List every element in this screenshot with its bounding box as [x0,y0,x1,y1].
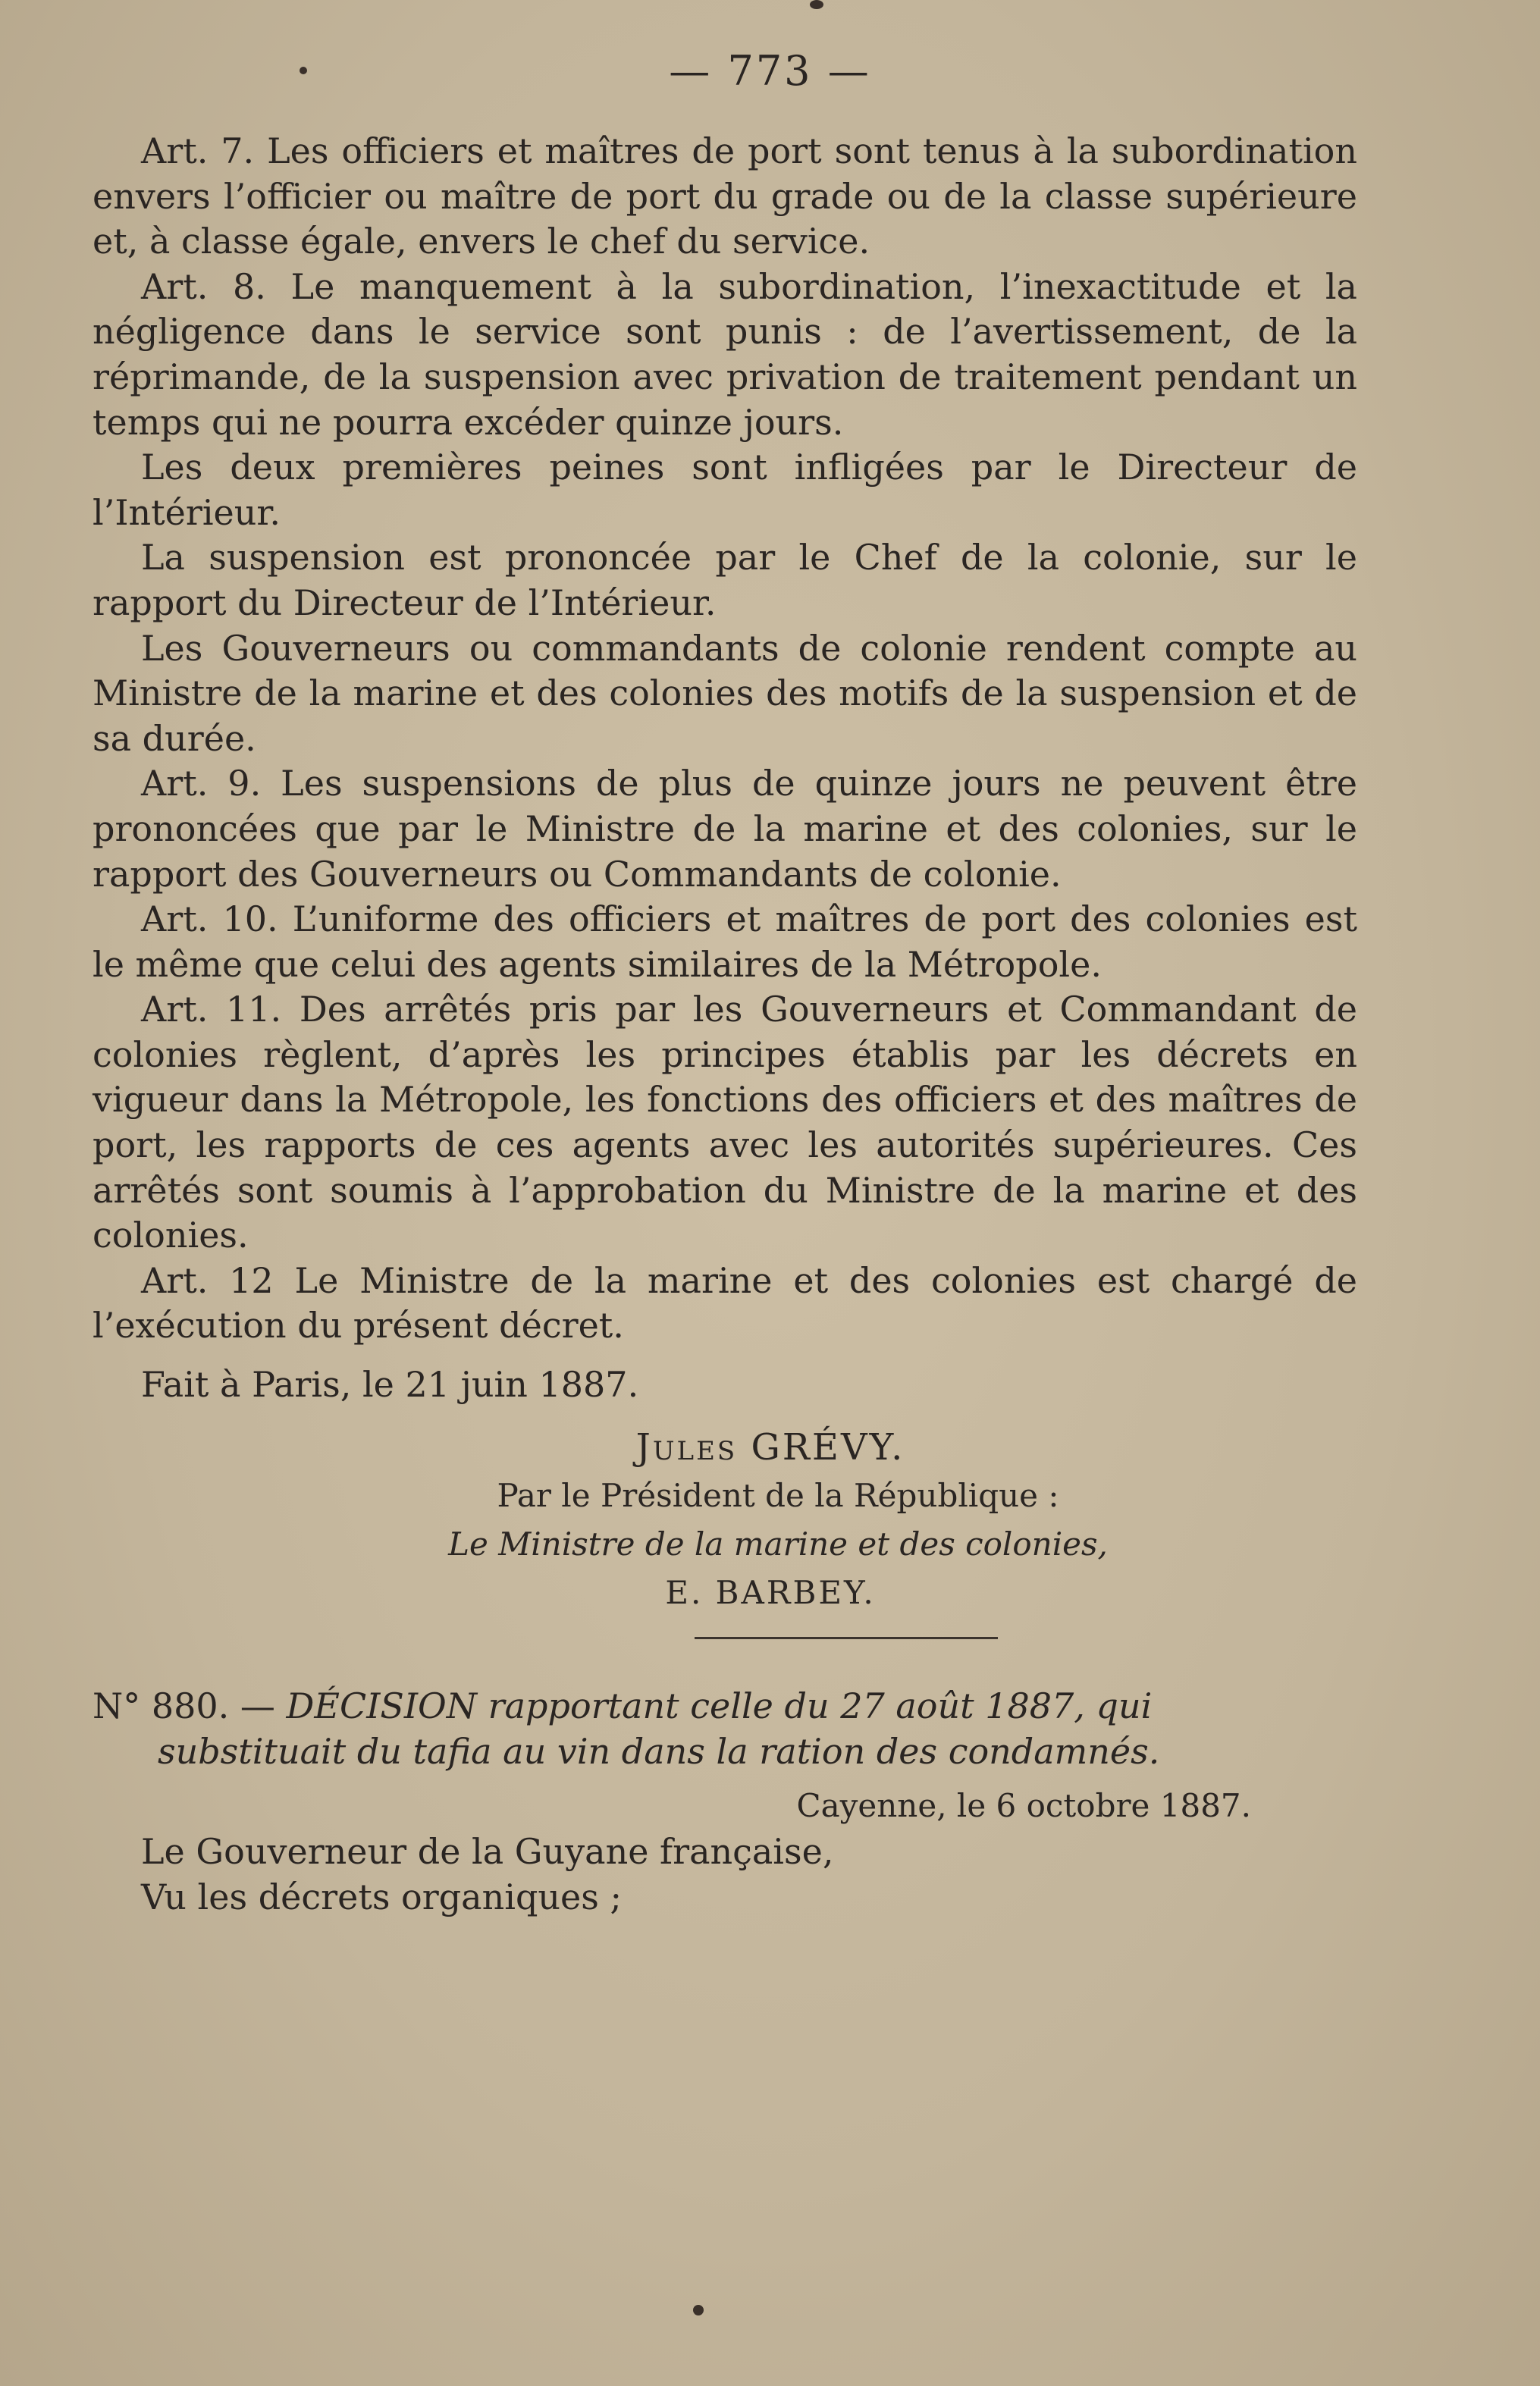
ink-speck [300,67,307,74]
signature-block [93,1423,1357,1617]
paragraph-art-9: Art. 9. Les suspensions de plus de quinze jours ne peuvent être prononcées que par le Ministre de la marine et des colonies, sur le rapport des Gouverneurs ou Commandants de colonie. [93,763,1357,895]
decision-block [93,1683,1357,1920]
page-number: — 773 — [669,47,871,95]
paragraph-suspension: La suspension est prononcée par le Chef de la colonie, sur le rapport du Directeur de l’Intérieur. [93,537,1357,623]
decision-governor: Le Gouverneur de la Guyane française, [141,1830,834,1872]
decision-title: DÉCISION rapportant celle du 27 août 1887, qui [286,1685,1153,1726]
ink-speck [810,0,823,9]
decision-heading [93,1683,1357,1729]
paragraph-peines: Les deux premières peines sont infligées par le Directeur de l’Intérieur. [93,447,1357,533]
paragraph-art-8: Art. 8. Le manquement à la subordination, l’inexactitude et la négligence dans le service sont punis : de l’avertissement, de la réprimande, de la suspension avec privation de traitement pendant un temps qui ne pourra excéder quinze jours. [93,265,1357,443]
paragraph-gouverneurs: Les Gouverneurs ou commandants de colonie rendent compte au Ministre de la marine et des colonies des motifs de la suspension et de sa durée. [93,627,1357,759]
signature-by: Par le Président de la République : [497,1476,1059,1514]
fait-a-paris: Fait à Paris, le 21 juin 1887. [141,1364,639,1406]
ink-speck [693,2305,704,2315]
signature-name: Jules GRÉVY. [635,1425,905,1469]
paragraph-art-7: Art. 7. Les officiers et maîtres de port sont tenus à la subordination envers l’officier ou maître de port du grade ou de la classe supérieure et, à classe égale, envers le chef du service. [93,130,1357,262]
section-divider [695,1637,998,1639]
paragraph-art-12: Art. 12 Le Ministre de la marine et des colonies est chargé de l’exécution du présent décret. [93,1259,1357,1347]
signature-minister: Le Ministre de la marine et des colonies, [448,1525,1108,1563]
paragraph-art-11: Art. 11. Des arrêtés pris par les Gouverneurs et Commandant de colonies règlent, d’après les principes établis par les décrets en vigueur dans la Métropole, les fonctions des officiers et des maîtres de port, les rapports de ces agents avec les autorités supérieures. Ces arrêtés sont soumis à l’approbation du Ministre de la marine et des colonies. [93,989,1357,1256]
decision-date: Cayenne, le 6 octobre 1887. [796,1786,1251,1824]
signature-minister-name: E. BARBEY. [665,1573,876,1611]
document-body [93,129,1357,1920]
decision-title-cont: substituait du tafia au vin dans la ration des condamnés. [158,1730,1160,1772]
paragraph-art-10: Art. 10. L’uniforme des officiers et maîtres de port des colonies est le même que celui des agents similaires de la Métropole. [93,898,1357,985]
decision-number: N° 880. — [93,1685,275,1726]
decision-vu: Vu les décrets organiques ; [141,1876,622,1917]
